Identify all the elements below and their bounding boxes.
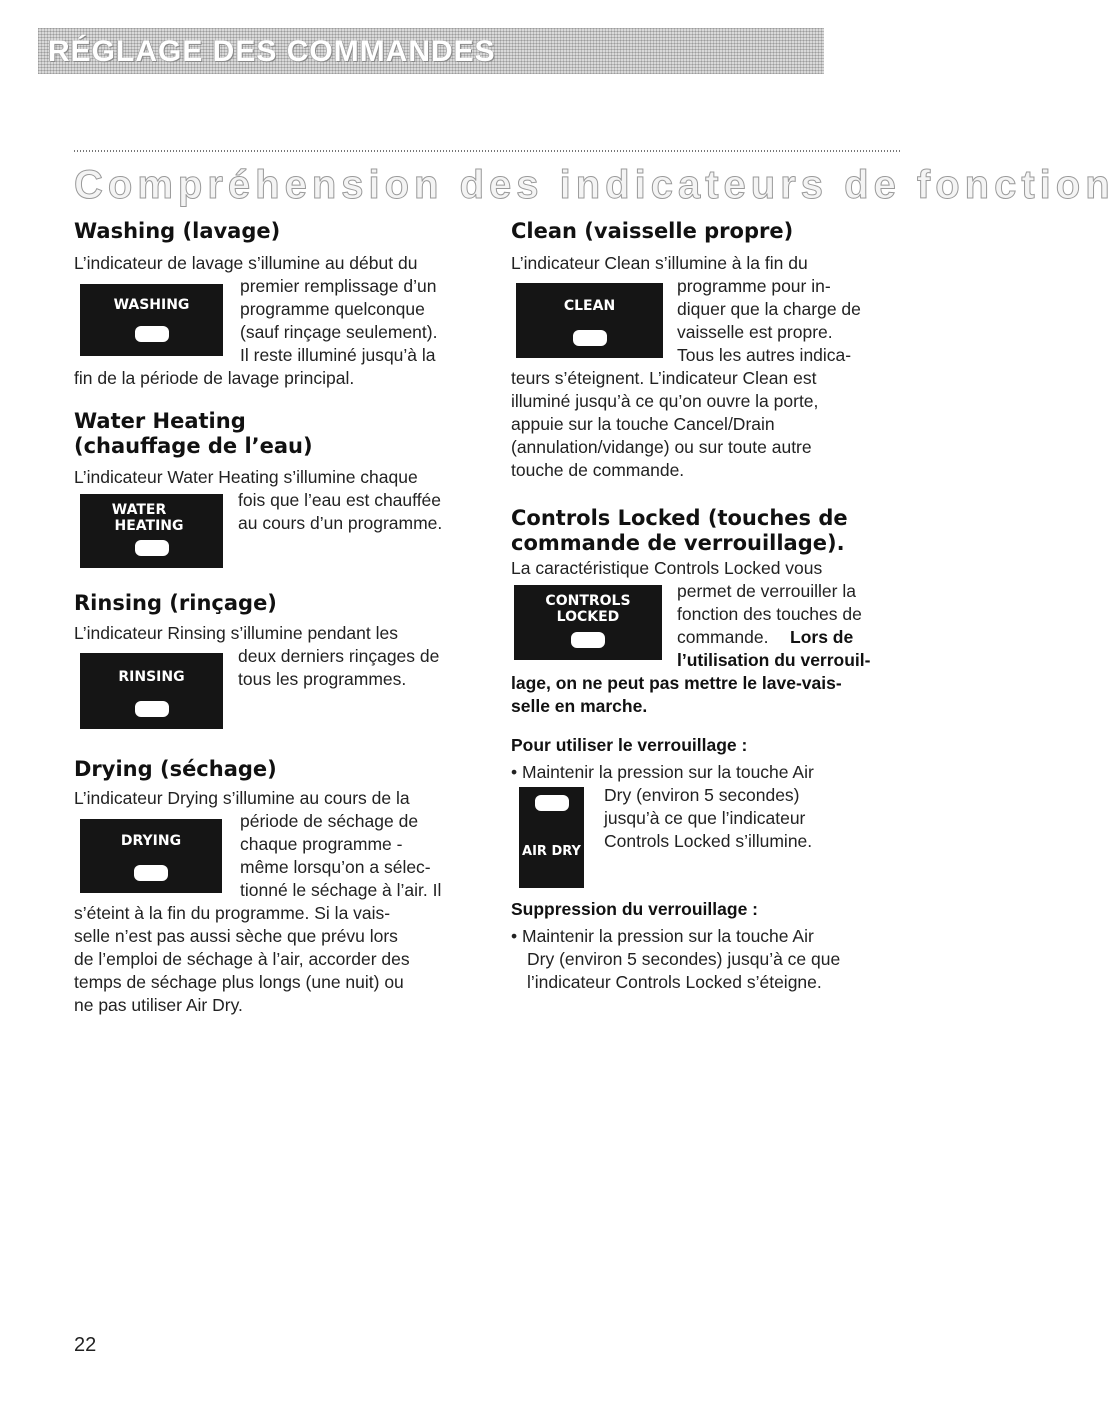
controls-locked-line-3: fonction des touches de: [677, 604, 862, 624]
page-number: 22: [74, 1334, 97, 1356]
air-dry-button-label: AIR DRY: [522, 844, 581, 859]
indicator-light-icon: [535, 795, 569, 811]
drying-line-4: même lorsqu’on a sélec-: [240, 857, 431, 877]
drying-indicator-label: DRYING: [120, 833, 182, 849]
water-heating-line-3: au cours d’un programme.: [238, 513, 443, 533]
drying-line-9: temps de séchage plus longs (une nuit) ou: [74, 972, 404, 992]
washing-line-6: fin de la période de lavage principal.: [74, 368, 355, 388]
indicator-light-icon: [573, 330, 607, 346]
controls-locked-bold-line-3: selle en marche.: [511, 696, 648, 716]
rinsing-indicator: [80, 653, 223, 729]
washing-heading: Washing (lavage): [74, 219, 281, 243]
clean-line-7: illuminé jusqu’à ce qu’on ouvre la porte,: [511, 391, 819, 411]
indicator-light-icon: [135, 326, 169, 342]
indicator-light-icon: [135, 540, 169, 556]
clean-heading: Clean (vaisselle propre): [511, 219, 794, 243]
lock-use-line-2: Dry (environ 5 secondes): [604, 785, 800, 805]
clean-line-9: (annulation/vidange) ou sur toute autre: [511, 437, 812, 457]
air-dry-button: [519, 787, 584, 888]
drying-line-2: période de séchage de: [240, 811, 419, 831]
indicator-light-icon: [134, 865, 168, 881]
clean-line-6: teurs s’éteignent. L’indicateur Clean est: [511, 368, 817, 388]
controls-locked-indicator-label-1: CONTROLS: [545, 593, 631, 609]
drying-line-7: selle n’est pas aussi sèche que prévu lors: [74, 926, 398, 946]
controls-locked-bold-line-1: l’utilisation du verrouil-: [677, 650, 871, 670]
controls-locked-line-4: commande.: [677, 627, 769, 647]
lock-remove-heading: Suppression du verrouillage :: [511, 899, 758, 919]
rinsing-indicator-label: RINSING: [118, 669, 185, 685]
rinsing-heading: Rinsing (rinçage): [74, 591, 277, 615]
washing-line-5: Il reste illuminé jusqu’à la: [240, 345, 436, 365]
rinsing-line-2: deux derniers rinçages de: [238, 646, 440, 666]
lock-use-line-1: • Maintenir la pression sur la touche Air: [511, 762, 814, 782]
clean-line-3: diquer que la charge de: [677, 299, 861, 319]
clean-indicator: [516, 283, 663, 358]
washing-indicator: [80, 284, 223, 356]
controls-locked-line-2: permet de verrouiller la: [677, 581, 856, 601]
lock-use-line-3: jusqu’à ce que l’indicateur: [604, 808, 806, 828]
clean-indicator-label: CLEAN: [563, 298, 616, 314]
water-heating-indicator: [80, 494, 223, 568]
drying-line-1: L’indicateur Drying s’illumine au cours de la: [74, 788, 410, 808]
controls-locked-line-1: La caractéristique Controls Locked vous: [511, 558, 823, 578]
drying-indicator: [80, 819, 222, 893]
clean-line-4: vaisselle est propre.: [677, 322, 833, 342]
clean-line-2: programme pour in-: [677, 276, 831, 296]
lock-remove-line-1: • Maintenir la pression sur la touche Air: [511, 926, 814, 946]
lock-use-line-4: Controls Locked s’illumine.: [604, 831, 813, 851]
clean-line-5: Tous les autres indica-: [677, 345, 852, 365]
drying-line-8: de l’emploi de séchage à l’air, accorder des: [74, 949, 410, 969]
washing-line-4: (sauf rinçage seulement).: [240, 322, 438, 342]
rinsing-line-1: L’indicateur Rinsing s’illumine pendant les: [74, 623, 398, 643]
section-rule: [74, 150, 902, 152]
washing-line-3: programme quelconque: [240, 299, 425, 319]
lock-use-heading: Pour utiliser le verrouillage :: [511, 735, 748, 755]
drying-heading: Drying (séchage): [74, 757, 277, 781]
indicator-light-icon: [571, 632, 605, 648]
controls-locked-bold-line-2: lage, on ne peut pas mettre le lave-vais-: [511, 673, 842, 693]
clean-line-10: touche de commande.: [511, 460, 685, 480]
clean-line-1: L’indicateur Clean s’illumine à la fin du: [511, 253, 808, 273]
drying-line-3: chaque programme -: [240, 834, 403, 854]
controls-locked-indicator: [514, 585, 662, 660]
water-heating-heading-1: Water Heating: [74, 409, 246, 433]
drying-line-5: tionné le séchage à l’air. Il: [240, 880, 442, 900]
washing-line-1: L’indicateur de lavage s’illumine au début du: [74, 253, 418, 273]
controls-locked-indicator-label-2: LOCKED: [556, 609, 620, 625]
section-title: Compréhension des indicateurs de fonction: [74, 163, 1115, 207]
indicator-light-icon: [135, 701, 169, 717]
water-heating-indicator-label-2: HEATING: [114, 518, 184, 534]
drying-line-6: s’éteint à la fin du programme. Si la vais-: [74, 903, 391, 923]
drying-line-10: ne pas utiliser Air Dry.: [74, 995, 243, 1015]
lock-remove-line-3: l’indicateur Controls Locked s’éteigne.: [527, 972, 822, 992]
clean-line-8: appuie sur la touche Cancel/Drain: [511, 414, 775, 434]
controls-locked-heading-1: Controls Locked (touches de: [511, 506, 848, 530]
washing-line-2: premier remplissage d’un: [240, 276, 437, 296]
water-heating-line-1: L’indicateur Water Heating s’illumine chaque: [74, 467, 418, 487]
water-heating-heading-2: (chauffage de l’eau): [74, 434, 313, 458]
washing-indicator-label: WASHING: [113, 297, 190, 313]
controls-locked-bold-inline: Lors de: [790, 627, 854, 647]
rinsing-line-3: tous les programmes.: [238, 669, 407, 689]
controls-locked-heading-2: commande de verrouillage).: [511, 531, 845, 555]
water-heating-line-2: fois que l’eau est chauffée: [238, 490, 442, 510]
banner-title: RÉGLAGE DES COMMANDES: [48, 35, 496, 68]
lock-remove-line-2: Dry (environ 5 secondes) jusqu’à ce que: [527, 949, 841, 969]
water-heating-indicator-label-1: WATER: [111, 502, 167, 518]
